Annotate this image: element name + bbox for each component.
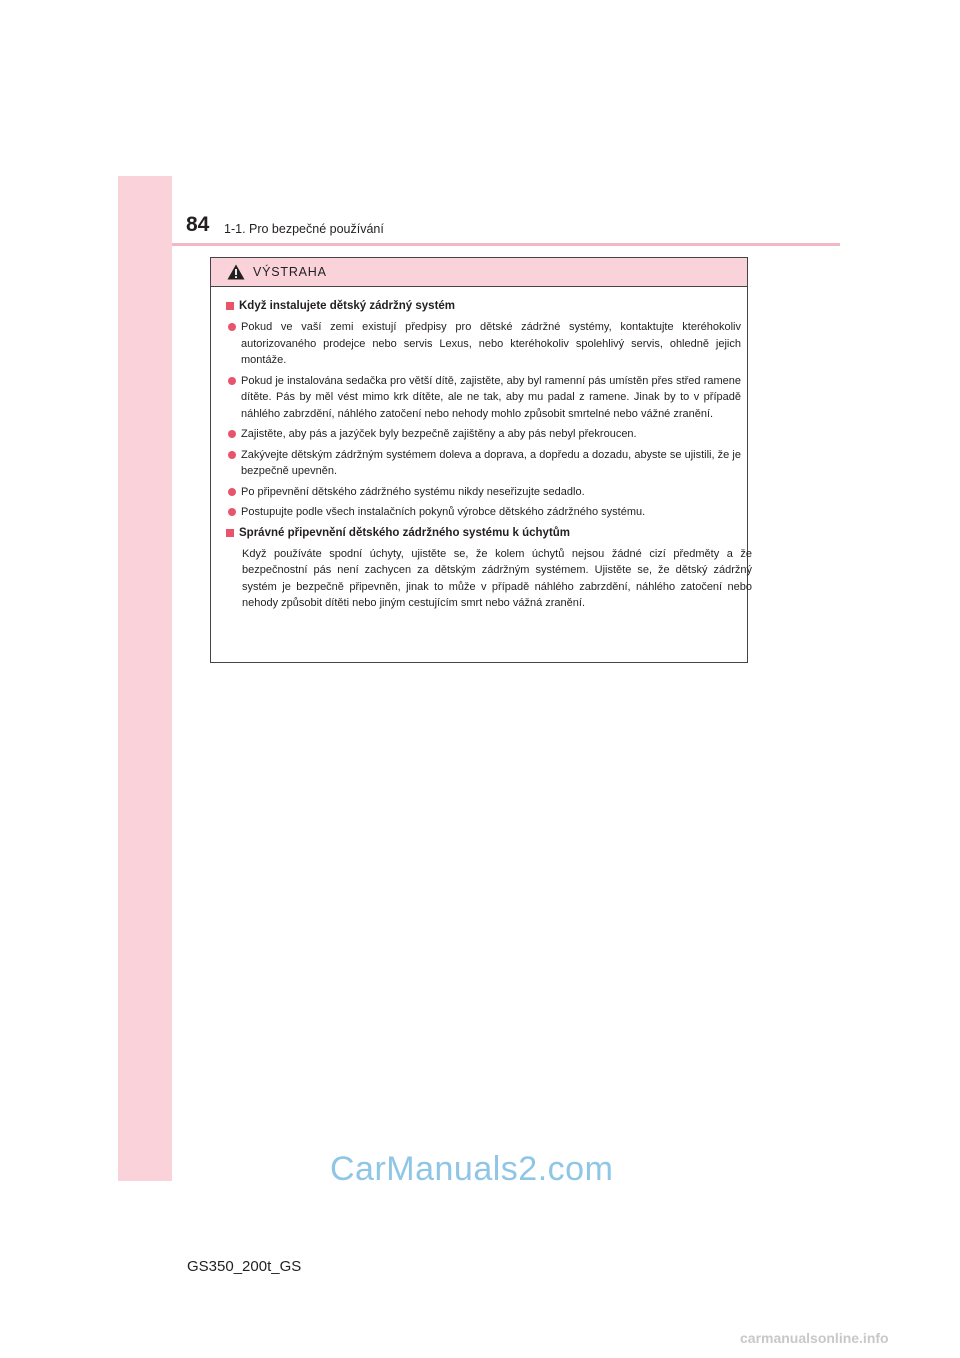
- list-item: [228, 504, 741, 521]
- list-item-text: Zajistěte, aby pás a jazýček byly bezpečně zajištěny a aby pás nebyl překroucen.: [241, 428, 637, 440]
- list-item: [228, 484, 741, 501]
- list-item: [228, 426, 741, 443]
- list-item-text: Pokud je instalována sedačka pro větší dítě, zajistěte, aby byl ramenní pás umístěn přes střed ramene dítěte. Pás by měl vést mimo krk dítěte, ale ne tak, aby mu padal z ramene. Jinak by to v případě náhlého zabrzdění, náhlého zatočení nebo nehody mohlo způsobit smrtelné nebo vážné zranění.: [241, 374, 741, 420]
- round-bullet-icon: [228, 508, 236, 516]
- list-item-text: Postupujte podle všech instalačních pokynů výrobce dětského zádržného systému.: [241, 506, 646, 518]
- warning-triangle-icon: [227, 264, 245, 280]
- warning-box: [210, 257, 752, 663]
- list-item: [228, 319, 741, 369]
- square-bullet-icon: [226, 302, 234, 310]
- page-number: 84: [186, 213, 210, 236]
- square-bullet-icon: [226, 529, 234, 537]
- section-title: 1-1. Pro bezpečné používání: [224, 222, 384, 236]
- round-bullet-icon: [228, 323, 236, 331]
- bottom-watermark: carmanualsonline.info: [740, 1330, 889, 1346]
- side-strip: [118, 176, 172, 1181]
- round-bullet-icon: [228, 377, 236, 385]
- section-heading-text: Když instalujete dětský zádržný systém: [239, 300, 456, 312]
- round-bullet-icon: [228, 451, 236, 459]
- warning-header: [211, 258, 747, 287]
- warning-body: [211, 287, 752, 612]
- header-rule: [172, 243, 840, 246]
- footer-model-id: GS350_200t_GS: [187, 1258, 302, 1275]
- warning-title: VÝSTRAHA: [253, 265, 327, 279]
- section-paragraph: Když používáte spodní úchyty, ujistěte se, že kolem úchytů nejsou žádné cizí předměty a že bezpečnostní pás není zachycen za dětským zádržným systémem. Ujistěte se, že dětský zádržný systém je bezpečně připevněn, jinak to může v případě náhlého zabrzdění, náhlého zatočení nebo nehody způsobit dítěti nebo jiným cestujícím smrt nebo vážná zranění.: [242, 547, 752, 609]
- list-item: [228, 373, 741, 423]
- list-item: [228, 447, 741, 480]
- list-item-text: Po připevnění dětského zádržného systému nikdy neseřizujte sedadlo.: [241, 485, 585, 498]
- list-item-text: Pokud ve vaší zemi existují předpisy pro dětské zádržné systémy, kontaktujte kteréhokoliv autorizovaného prodejce nebo servis Lexus, nebo kteréhokoliv spolehlivý servis, ohledně jejich montáže.: [241, 321, 741, 366]
- round-bullet-icon: [228, 488, 236, 496]
- section-heading: [226, 298, 741, 314]
- section-heading: [226, 525, 741, 541]
- watermark: CarManuals2.com: [330, 1150, 614, 1188]
- list-item-text: Zakývejte dětským zádržným systémem doleva a doprava, a dopředu a dozadu, abyste se ujistili, že je bezpečně upevněn.: [241, 448, 741, 477]
- section-heading-text: Správné připevnění dětského zádržného systému k úchytům: [239, 526, 571, 539]
- round-bullet-icon: [228, 430, 236, 438]
